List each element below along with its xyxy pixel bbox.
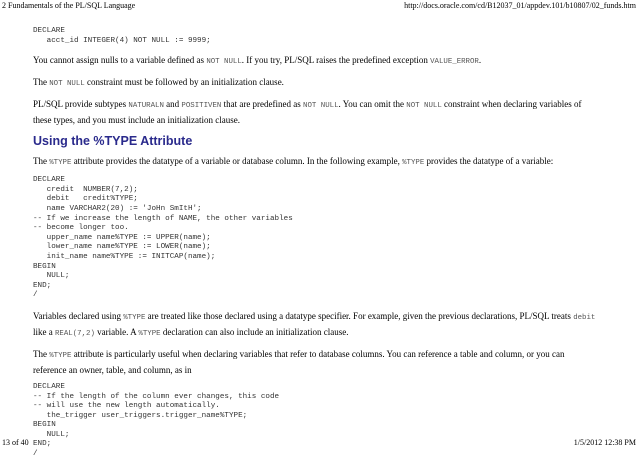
inline-code-naturaln: NATURALN [128,102,164,111]
paragraph-assign-nulls: You cannot assign nulls to a variable defined as NOT NULL. If you try, PL/SQL raises the predefined exception VALUE_ERROR. [33,55,482,67]
inline-code-not-null: NOT NULL [206,58,242,67]
page-footer-datetime: 1/5/2012 12:38 PM [573,438,636,447]
section-heading: Using the %TYPE Attribute [33,134,193,149]
code-block-trigger-example: DECLARE -- If the length of the column ever changes, this code -- will use the new length automatically. the_trigger user_triggers.trigger_name%TYPE; BEGIN NULL; END; / [33,382,280,459]
inline-code-real: REAL(7,2) [55,329,95,338]
inline-code-type: %TYPE [123,313,146,322]
code-block-not-null: DECLARE acct_id INTEGER(4) NOT NULL := 9999; [33,27,211,45]
code-block-type-example: DECLARE credit NUMBER(7,2); debit credit%TYPE; name VARCHAR2(20) := 'JoHn SmItH'; -- If we increase the length of NAME, the other variables -- become longer too. upper_name name%TYPE := UPPER(name); lower_name name%TYPE := LOWER(name); init_name name%TYPE := INITCAP(name); BEGIN NULL; END; / [33,176,293,300]
paragraph-not-null-constraint: The NOT NULL constraint must be followed by an initialization clause. [33,77,284,89]
page-header-url[interactable]: http://docs.oracle.com/cd/B12037_01/appdev.101/b10807/02_funds.htm [404,1,636,10]
inline-code-value-error: VALUE_ERROR [430,58,479,67]
paragraph-type-database: The %TYPE attribute is particularly useful when declaring variables that refer to database columns. You can reference a table and column, or you can reference an owner, table, and column, as in [33,348,565,375]
document-body [33,20,608,460]
inline-code-not-null: NOT NULL [303,102,339,111]
paragraph-subtypes: PL/SQL provide subtypes NATURALN and POSITIVEN that are predefined as NOT NULL. You can omit the NOT NULL constraint when declaring variables of these types, and you must include an initialization clause. [33,99,582,126]
inline-code-debit: debit [573,313,596,322]
paragraph-type-variables: Variables declared using %TYPE are treated like those declared using a datatype specifier. For example, given the previous declarations, PL/SQL treats debit like a REAL(7,2) variable. A %TYPE declaration can also include an initialization clause. [33,310,596,338]
inline-code-type: %TYPE [402,159,425,168]
inline-code-type: %TYPE [49,159,72,168]
inline-code-type: %TYPE [138,329,161,338]
page-header-title: 2 Fundamentals of the PL/SQL Language [2,1,136,10]
inline-code-not-null: NOT NULL [406,102,442,111]
paragraph-type-intro: The %TYPE attribute provides the datatype of a variable or database column. In the following example, %TYPE provides the datatype of a variable: [33,156,554,168]
inline-code-positiven: POSITIVEN [181,102,222,111]
inline-code-not-null: NOT NULL [49,80,85,89]
inline-code-type: %TYPE [49,351,72,360]
page-footer-page-number: 13 of 40 [2,438,29,447]
